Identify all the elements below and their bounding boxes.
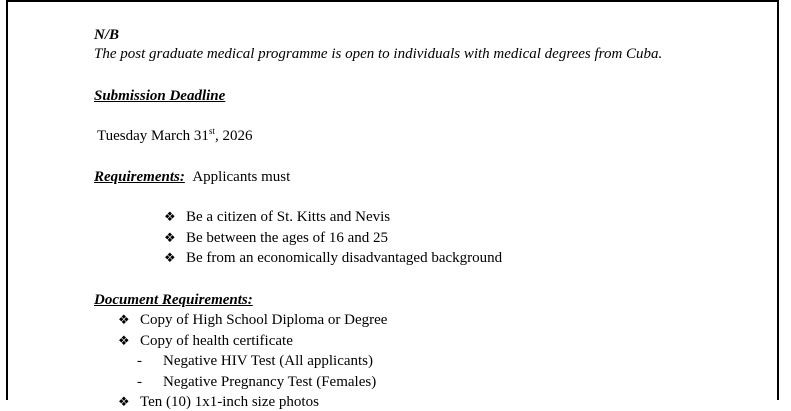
document-item-text: Copy of health certificate (140, 333, 293, 349)
diamond-bullet-icon: ❖ (164, 209, 176, 224)
diamond-bullet-icon: ❖ (164, 250, 176, 265)
diamond-bullet-icon: ❖ (164, 230, 176, 245)
requirements-intro: Applicants must (192, 169, 291, 185)
submission-date-suffix: st (208, 126, 215, 136)
document-sub-item-text: Negative Pregnancy Test (Females) (163, 374, 377, 390)
submission-date (97, 127, 252, 145)
requirement-item (164, 229, 388, 247)
dash-bullet: - (137, 353, 142, 369)
diamond-bullet-icon: ❖ (118, 333, 130, 348)
document-item-text: Copy of High School Diploma or Degree (140, 312, 388, 328)
document-sub-item (137, 352, 373, 370)
requirement-item (164, 208, 390, 226)
dash-bullet: - (137, 374, 142, 390)
nb-label: N/B (94, 27, 120, 43)
document-sub-item-text: Negative HIV Test (All applicants) (163, 353, 374, 369)
requirement-item-text: Be a citizen of St. Kitts and Nevis (186, 209, 391, 225)
document-item (118, 311, 387, 329)
requirements-heading: Requirements: (94, 169, 185, 185)
nb-text: The post graduate medical programme is open to individuals with medical degrees from Cuba. (94, 46, 663, 62)
diamond-bullet-icon: ❖ (118, 312, 130, 327)
submission-date-main: Tuesday March 31 (97, 128, 209, 144)
requirement-item-text: Be between the ages of 16 and 25 (186, 230, 389, 246)
requirement-item-text: Be from an economically disadvantaged background (186, 250, 503, 266)
diamond-bullet-icon: ❖ (118, 394, 130, 409)
document-item-text: Ten (10) 1x1-inch size photos (140, 394, 319, 410)
document-item (118, 332, 293, 350)
documents-heading: Document Requirements: (94, 292, 253, 308)
requirements-line (94, 168, 290, 186)
document-sub-item (137, 373, 376, 391)
submission-heading: Submission Deadline (94, 88, 226, 104)
requirement-item (164, 249, 502, 267)
submission-date-year: , 2026 (214, 128, 253, 144)
document-item-partial (118, 393, 319, 411)
